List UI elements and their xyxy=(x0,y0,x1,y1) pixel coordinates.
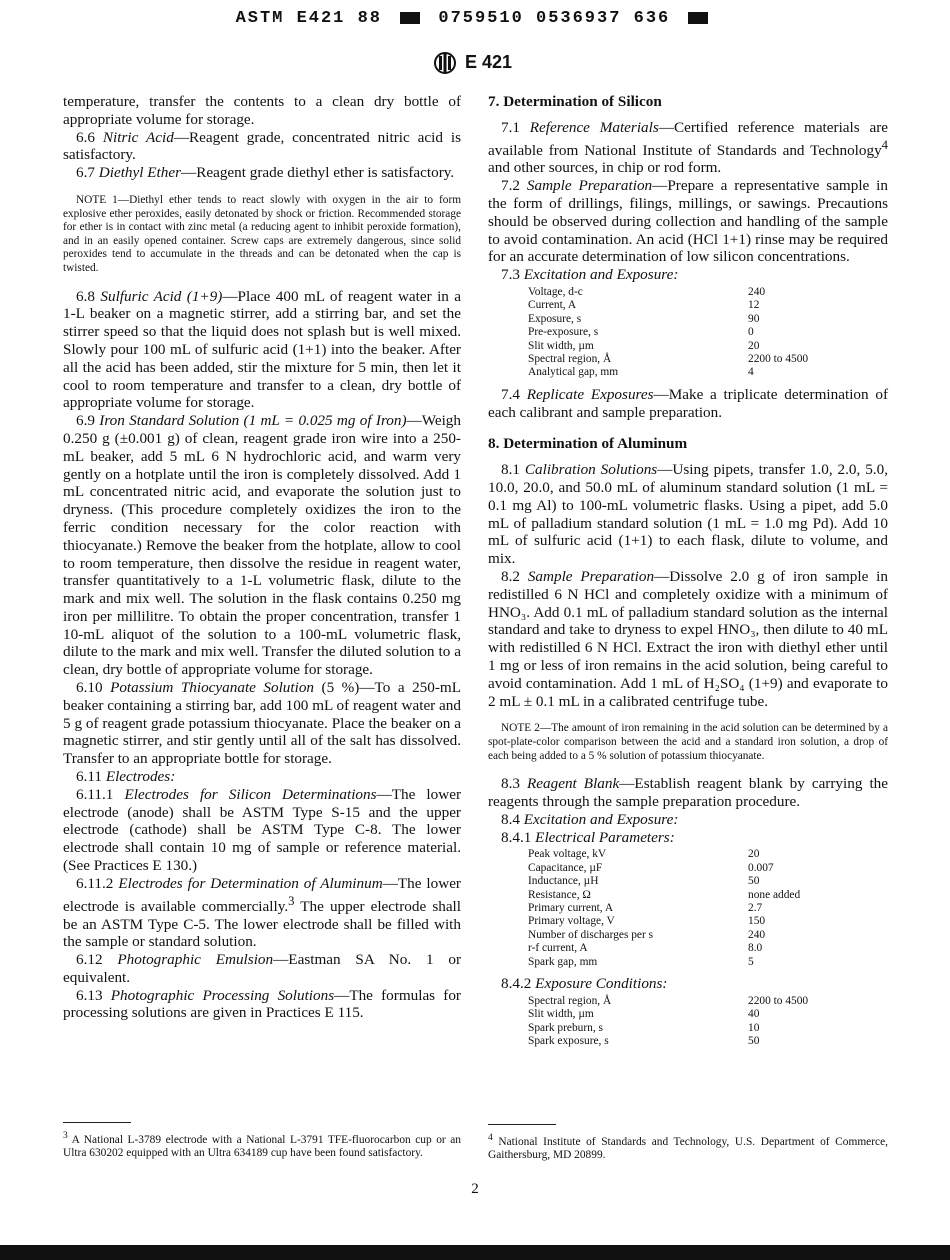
footnote-4: $^4$ National Institute of Standards and Technology, U.S. Department of Commerce, Gaithersburg, MD 20899. xyxy=(488,1133,888,1162)
header-bar-mark xyxy=(400,12,420,24)
paragraph-6-9: 6.9 Iron Standard Solution (1 mL = 0.025 mg of Iron)—Weigh 0.250 g (±0.001 g) of clean, reagent grade iron wire into a 250-mL beaker, add 5 mL 6 N hydrochloric acid, and warm very gently on a hotplate until the iron is completely dissolved. Add 1 mL concentrated nitric acid, and evaporate the solution just to dryness. (This procedure completely oxidizes the iron to the ferric condition necessary for the color reaction with thiocyanate.) Remove the beaker from the hotplate, allow to cool to room temperature, then dissolve the residue in reagent water, transfer quantitatively to a 1-L volumetric flask, dilute to the mark and mix well. The solution in the flask contains 0.250 mg iron per millilitre. To obtain the proper concentration, transfer 1 10-mL aliquot of the solution to a 100-mL volumetric flask, dilute to the mark and mix well. Transfer the diluted solution to a clean, dry bottle of appropriate volume for storage. xyxy=(63,412,461,679)
standard-number: E 421 xyxy=(465,52,513,72)
section-8-heading: 8. Determination of Aluminum xyxy=(488,435,688,453)
astm-logo-icon xyxy=(433,52,457,74)
paragraph-8-4-2: 8.4.2 Exposure Conditions: xyxy=(501,975,668,993)
document-header-line xyxy=(0,9,950,28)
paragraph-6-12: 6.12 Photographic Emulsion—Eastman SA No. 1 or equivalent. xyxy=(63,951,462,986)
table-row: Capacitance, µF 0.007 xyxy=(528,861,774,874)
table-row: Number of discharges per s 240 xyxy=(528,928,766,941)
table-row: r-f current, A 8.0 xyxy=(528,942,763,955)
scan-bottom-band xyxy=(0,1245,950,1260)
paragraph-6-7: 6.7 Diethyl Ether—Reagent grade diethyl ether is satisfactory. xyxy=(76,164,455,182)
table-row: Primary voltage, V 150 xyxy=(528,915,766,928)
paragraph-8-4: 8.4 Excitation and Exposure: xyxy=(501,810,679,828)
header-designation: ASTM E421 88 xyxy=(235,9,382,28)
table-7-3-excitation xyxy=(528,286,808,380)
table-row: Exposure, s 90 xyxy=(528,312,760,325)
paragraph-6-10: 6.10 Potassium Thiocyanate Solution (5 %)—To a 250-mL beaker containing a stirring bar, add 100 mL of reagent water and 5 g of reagent grade potassium thiocyanate. Place the beaker on a magnetic stirrer, and stir gently until all of the salt has dissolved. Transfer to an appropriate bottle for storage. xyxy=(63,679,461,768)
paragraph-6-8: 6.8 Sulfuric Acid (1+9)—Place 400 mL of reagent water in a 1-L beaker on a magnetic stirrer, add a stirring bar, and set the stirrer speed so that the liquid does not splash but is well mixed. Slowly pour 100 mL of sulfuric acid (1+1) into the beaker. After all the acid has been added, stir the mixture for 5 min, then let it cool to room temperature and transfer to a clean, dry bottle of appropriate volume for storage. xyxy=(63,287,462,412)
note-1: NOTE 1—Diethyl ether tends to react slowly with oxygen in the air to form explosive ether peroxides, easily detonated by shock or friction. Recommended storage for ether is in contact with zinc metal (a reducing agent to inhibit peroxide formation), and in an easily opened container. Screw caps are extremely dangerous, since solid peroxides tend to accumulate in the threads and can be detonated when the cap is twisted. xyxy=(63,193,461,274)
table-row: Spark exposure, s 50 xyxy=(528,1035,760,1048)
table-row: Peak voltage, kV 20 xyxy=(528,848,760,861)
table-row: Voltage, d-c 240 xyxy=(528,286,766,299)
paragraph-6-6: 6.6 Nitric Acid—Reagent grade, concentrated nitric acid is satisfactory. xyxy=(63,128,462,164)
footnote-rule-left xyxy=(63,1122,131,1123)
table-row: Inductance, µH 50 xyxy=(528,875,760,888)
table-row: Spectral region, Å 2200 to 4500 xyxy=(528,994,809,1007)
table-row: Resistance, Ω none added xyxy=(528,888,801,901)
paragraph-6-11-1: 6.11.1 Electrodes for Silicon Determinations—The lower electrode (anode) shall be ASTM Type S-15 and the upper electrode (cathode) shall be ASTM Type C-8. The lower electrode shall contain 10 mg of sample or reference material. (See Practices E 130.) xyxy=(63,785,462,875)
table-8-4-1-electrical xyxy=(528,848,800,969)
paragraph-7-4: 7.4 Replicate Exposures—Make a triplicate determination of each calibrant and sample preparation. xyxy=(488,385,889,421)
table-row: Primary current, A 2.7 xyxy=(528,902,763,915)
footnote-3: $^3$ A National L-3789 electrode with a National L-3791 TFE-fluorocarbon cup or an Ultra 630202 equipped with an Ultra 634189 cup have been found satisfactory. xyxy=(63,1131,461,1160)
table-row: Slit width, µm 20 xyxy=(528,339,760,352)
table-row: Analytical gap, mm 4 xyxy=(528,366,754,379)
footnote-ref-4: 4 xyxy=(881,137,888,152)
paragraph-7-3: 7.3 Excitation and Exposure: xyxy=(501,266,679,284)
paragraph-8-4-1: 8.4.1 Electrical Parameters: xyxy=(501,828,675,846)
note-2: NOTE 2—The amount of iron remaining in the acid solution can be determined by a spot-plate-color comparison between the acid and a standard iron solution, a drop of each being added to a 5 % solution of potassium thiocyanate. xyxy=(488,722,888,762)
header-bar-mark xyxy=(688,12,708,24)
paragraph-8-1: 8.1 Calibration Solutions—Using pipets, transfer 1.0, 2.0, 5.0, 10.0, 20.0, and 50.0 mL of aluminum standard solution (1 mL = 0.1 mg Al) to 100-mL volumetric flasks. Using a pipet, add 5.0 mL of palladium standard solution (1 mL = 1.0 mg Pd). Add 10 mL of sulfuric acid (1+1) to each flask, dilute to volume, and mix. xyxy=(488,461,888,568)
table-row: Spark gap, mm 5 xyxy=(528,955,754,968)
astm-logo xyxy=(433,52,512,74)
paragraph-6-11-2: 6.11.2 Electrodes for Determination of Aluminum—The lower electrode is available commercially.$^3$ The upper electrode shall be an ASTM Type C-5. The lower electrode shall be filled with the sample or standard solution. xyxy=(63,874,461,951)
paragraph-7-1: 7.1 Reference Materials—Certified reference materials are available from National Institute of Standards and Technology$^4$ and other sources, in chip or rod form. xyxy=(488,118,889,177)
paragraph-8-2: 8.2 Sample Preparation—Dissolve 2.0 g of iron sample in redistilled 6 N HCl and completely oxidize with a minimum of HNO₃. Add 0.1 mL of palladium standard solution as the internal standard and take to dryness to expel HNO₃, then dilute to 40 mL with redistilled 6 N HCl. Extract the iron with diethyl ether until 1 mg or less of iron remains in the acid solution, being careful to avoid contamination. Add 1 mL of H₂SO₄ (1+9) and evaporate to 2 mL ± 0.1 mL in a calibrated centrifuge tube. xyxy=(488,568,888,710)
footnote-ref-3: 3 xyxy=(288,893,295,908)
table-row: Current, A 12 xyxy=(528,299,760,312)
section-7-heading: 7. Determination of Silicon xyxy=(488,93,662,110)
table-row: Slit width, µm 40 xyxy=(528,1008,760,1021)
paragraph-7-2: 7.2 Sample Preparation—Prepare a representative sample in the form of drillings, filings, millings, or sawings. Precautions should be observed during collection and handling of the sample to avoid contamination. An acid (HCl 1+1) rinse may be required for an accurate determination of low silicon concentrations. xyxy=(488,177,888,266)
left-column xyxy=(63,93,461,1022)
page-number: 2 xyxy=(471,1181,479,1197)
table-row: Spark preburn, s 10 xyxy=(528,1021,760,1034)
paragraph-6-13: 6.13 Photographic Processing Solutions—The formulas for processing solutions are given in Practices E 115. xyxy=(63,986,461,1022)
footnote-rule-right xyxy=(488,1124,556,1125)
paragraph-8-3: 8.3 Reagent Blank—Establish reagent blank by carrying the reagents through the sample preparation procedure. xyxy=(488,775,888,810)
table-8-4-2-exposure xyxy=(528,995,808,1049)
paragraph-continued: temperature, transfer the contents to a clean dry bottle of appropriate volume for storage. xyxy=(63,93,461,128)
right-column xyxy=(488,93,888,1054)
header-code: 0759510 0536937 636 xyxy=(438,9,671,28)
table-row: Pre-exposure, s 0 xyxy=(528,326,754,339)
paragraph-6-11: 6.11 Electrodes: xyxy=(76,768,176,786)
table-row: Spectral region, Å 2200 to 4500 xyxy=(528,353,809,366)
